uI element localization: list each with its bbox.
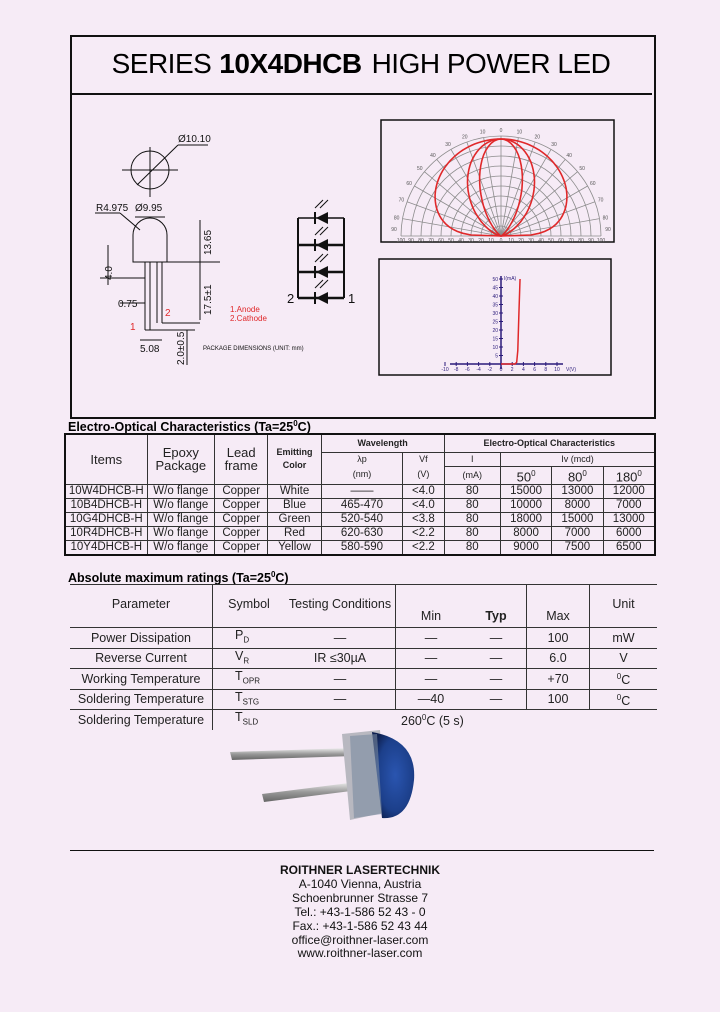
table-cell: 10R4DHCB-H [65,526,147,540]
eo-title-end: C) [297,420,311,435]
x-tick-label: -8 [453,367,459,373]
header-lead: Lead frame [215,434,268,484]
typ-cell: — [466,628,527,649]
angle-tick-label: 80 [393,215,400,222]
table-cell: 10000 [500,498,551,512]
unit-cell [590,648,658,669]
x-tick-label: 6 [533,367,536,373]
dim-flange: 4.0 [104,266,115,280]
table-row [65,498,655,512]
table-cell: W/o flange [147,484,214,498]
header-wavelength: Wavelength [321,434,444,452]
symbol-sub: D [243,635,250,645]
unit-cell: $^0$C [590,689,658,710]
y-tick-label: 10 [492,345,498,351]
table-row [65,526,655,540]
max-cell: 100 [527,689,590,710]
header-eoc: Electro-Optical Characteristics [444,434,655,452]
symbol-sub: SLD [242,717,259,727]
x-tick-label: 90 [588,238,594,243]
table-cell: Copper [215,526,268,540]
x-tick-label: 30 [528,238,534,243]
sld-sup: 0 [421,713,427,723]
table-cell: 7000 [603,498,655,512]
table-row [70,648,657,669]
angle-tick-label: 20 [461,134,468,141]
table-cell: 80 [444,512,500,526]
table-cell: 10B4DHCB-H [65,498,147,512]
table-cell: 15000 [552,512,603,526]
param-cell: Reverse Current [70,648,213,669]
angle-tick-label: 60 [406,181,412,187]
radiation-pattern-chart [380,119,615,243]
schematic-pin-1: 1 [348,291,356,306]
light-emission-icon [315,254,328,262]
x-tick-label: 20 [478,238,484,243]
table-cell: 520-540 [321,512,403,526]
table-row [65,484,655,498]
y-tick-label: 5 [495,353,498,360]
conditions-cell: — [285,689,396,710]
x-tick-label: 10 [488,238,494,243]
min-cell: — [396,648,467,669]
unit-sup: 0 [616,692,622,702]
conditions-cell: — [285,669,396,690]
table-cell: 580-590 [321,540,403,555]
unit-cell: $^0$C [590,669,658,690]
schematic-pin-2: 2 [287,291,295,306]
angle-tick-label: 20 [534,134,541,141]
table-cell: Copper [215,540,268,555]
min-cell: —40 [396,689,467,710]
table-cell: 13000 [603,512,655,526]
company-footer [200,864,520,961]
table-cell: Yellow [268,540,321,555]
x-tick-label: 50 [548,238,554,243]
table-cell: 8000 [552,498,603,512]
x-tick-label: 100 [596,238,606,243]
table-cell: <3.8 [403,512,444,526]
angle-tick-label: 40 [566,152,572,159]
table-cell: <2.2 [403,526,444,540]
header-color: Emitting Color [268,434,321,484]
website-link[interactable]: www.roithner-laser.com [297,946,423,961]
y-tick-label: 50 [492,277,498,283]
table-cell: White [268,484,321,498]
absolute-max-ratings-table [70,584,657,730]
header-v: (V) [403,466,444,484]
dim-height: 13.65 [203,229,214,255]
x-tick-label: 10 [508,238,514,243]
sld-value: 260 [401,714,422,729]
conditions-cell: IR ≤30µA [285,648,396,669]
email-link[interactable]: office@roithner-laser.com [291,932,429,947]
deg-sup: 0 [531,468,536,478]
angle-tick-label: 60 [590,181,596,187]
x-tick-label: 60 [438,238,444,243]
x-tick-label: 4 [522,367,525,373]
y-tick-label: 40 [492,294,498,300]
unit-cell: mW [612,630,635,645]
angle-tick-label: 90 [605,227,611,233]
unit-sup: 0 [616,672,622,682]
x-tick-label: -10 [441,367,449,373]
table-cell: W/o flange [147,498,214,512]
header-lp: λp [321,452,403,466]
table-cell: 80 [444,498,500,512]
header-parameter: Parameter [70,585,213,628]
table-cell: 10Y4DHCB-H [65,540,147,555]
x-tick-label: 90 [408,238,414,243]
symbol-cell: V [235,648,244,663]
x-tick-label: 50 [448,238,454,243]
title-prefix: SERIES [111,48,212,79]
table-cell: 7500 [552,540,603,555]
table-cell: 620-630 [321,526,403,540]
table-cell: 7000 [552,526,603,540]
led-photo [222,722,422,828]
fax: Fax.: +43-1-586 52 43 44 [292,918,428,933]
x-axis-label: V(V) [566,367,576,373]
sld-value-end: C (5 s) [426,714,464,729]
table-cell: 465-470 [321,498,403,512]
x-tick-label: 2 [510,367,514,373]
x-tick-label: -6 [465,367,470,373]
table-cell: <4.0 [403,498,444,512]
angle-tick-label: 50 [417,165,423,172]
address-city: A-1040 Vienna, Austria [298,876,422,891]
light-emission-icon [315,200,328,208]
table-cell: W/o flange [147,526,214,540]
header-180deg: 180 [615,469,638,485]
max-cell: 6.0 [527,648,590,669]
header-unit: Unit [590,585,658,628]
table-row [65,540,655,555]
dim-outer-diameter: Ø10.10 [178,134,211,145]
angle-tick-label: 10 [479,129,486,136]
table-cell: W/o flange [147,540,214,555]
diode-icon [316,266,328,278]
eo-table-title [68,419,311,434]
table-cell: Copper [215,484,268,498]
header-min: Min [396,585,467,628]
am-title-sup: 0 [270,570,276,579]
y-tick-label: 30 [492,311,498,317]
light-emission-icon [315,227,328,235]
led-schematic [298,200,344,304]
light-emission-icon [315,280,328,288]
table-cell: 80 [444,484,500,498]
symbol-cell: P [235,628,244,642]
address-street: Schoenbrunner Strasse 7 [291,890,429,905]
table-cell: Green [268,512,321,526]
angle-tick-label: 30 [445,142,451,149]
symbol-cell: T [235,669,243,683]
eo-title-sup: 0 [293,419,298,428]
header-typ: Typ [466,585,527,628]
dim-lead-length: 17.5±1 [203,284,214,315]
x-tick-label: -4 [476,367,481,373]
x-tick-label: 70 [568,238,574,243]
iv-curve [501,279,520,364]
x-tick-label: 0 [499,238,503,243]
diode-icon [316,212,328,224]
am-table-title [68,570,289,585]
package-drawing [90,125,370,365]
drawing-note: PACKAGE DIMENSIONS (UNIT: mm) [203,346,304,352]
x-tick-label: 60 [558,238,564,243]
table-row [70,669,657,690]
dim-lead-width: 0.75 [118,299,138,310]
phone: Tel.: +43-1-586 52 43 - 0 [294,904,426,919]
symbol-cell: T [235,710,243,724]
dim-offset: 2.0±0.5 [176,331,187,365]
angle-tick-label: 0 [499,128,503,134]
am-title-text: Absolute maximum ratings (Ta=25 [68,571,271,586]
table-cell: 15000 [500,484,551,498]
x-tick-label: 80 [578,238,584,243]
angle-tick-label: 70 [597,197,604,204]
table-cell: —— [321,484,403,498]
table-cell: 18000 [500,512,551,526]
x-tick-label: 10 [554,367,560,373]
table-cell: Blue [268,498,321,512]
symbol-cell: T [235,689,243,704]
table-cell: 9000 [500,540,551,555]
y-tick-label: 25 [492,319,498,326]
header-nm: (nm) [321,466,403,484]
page-title [70,35,652,95]
x-tick-label: 30 [468,238,474,243]
table-cell: 13000 [552,484,603,498]
header-epoxy: Epoxy Package [147,434,214,484]
header-conditions: Testing Conditions [285,585,396,628]
max-cell: 100 [527,628,590,649]
diode-icon [316,239,328,251]
angle-tick-label: 70 [398,197,405,204]
table-row [70,689,657,710]
table-cell: 10W4DHCB-H [65,484,147,498]
header-ma: (mA) [444,466,500,484]
diode-icon [316,292,328,304]
title-suffix: HIGH POWER LED [371,48,611,79]
table-cell: Red [268,526,321,540]
deg-sup: 0 [637,468,642,478]
x-tick-label: 40 [458,238,464,243]
table-cell: 6500 [603,540,655,555]
x-tick-label: 100 [396,238,406,243]
pin-2-label: 2 [165,308,171,319]
param-cell: Soldering Temperature [77,712,205,727]
header-i: I [444,452,500,466]
min-cell: — [396,628,467,649]
unit-cell [590,628,658,649]
table-cell: 6000 [603,526,655,540]
table-cell: 80 [444,540,500,555]
y-tick-label: 45 [492,285,498,292]
table-cell: 10G4DHCB-H [65,512,147,526]
pin-1-label: 1 [130,322,136,333]
legend-cathode: 2.Cathode [230,314,267,323]
x-tick-label: 80 [418,238,424,243]
dim-lens-diameter: Ø9.95 [135,203,163,214]
angle-tick-label: 50 [579,165,585,172]
angle-tick-label: 90 [391,227,397,233]
x-tick-label: 40 [538,238,544,243]
symbol-sub: R [243,656,250,665]
symbol-sub: STG [242,697,260,706]
param-cell: Power Dissipation [70,628,213,649]
electro-optical-table [64,433,656,556]
symbol-sub: OPR [242,676,260,686]
company-name: ROITHNER LASERTECHNIK [279,863,440,877]
table-cell: Copper [215,498,268,512]
x-tick-label: 70 [428,238,434,243]
title-model: 10X4DHCB [219,48,362,79]
header-symbol: Symbol [213,585,286,628]
header-80deg: 80 [567,469,583,485]
iv-curve-chart [378,258,612,376]
table-cell: 12000 [603,484,655,498]
typ-cell: — [466,669,527,690]
x-tick-label: 0 [499,367,503,373]
x-tick-label: -2 [487,367,493,373]
param-cell: Working Temperature [70,669,213,690]
table-cell: <4.0 [403,484,444,498]
dim-radius: R4.975 [96,203,129,214]
y-tick-label: 15 [492,336,498,343]
y-axis-label: I(mA) [504,276,517,282]
y-tick-label: 20 [492,328,498,334]
param-cell: Soldering Temperature [70,689,213,710]
table-cell: <2.2 [403,540,444,555]
angle-tick-label: 40 [430,152,436,159]
table-row [65,512,655,526]
conditions-cell: — [285,628,396,649]
unit-cell: V [619,651,628,666]
angle-tick-label: 80 [602,215,609,222]
header-vf: Vf [403,452,444,466]
y-tick-label: 35 [492,302,498,309]
header-max: Max [527,585,590,628]
deg-sup: 0 [582,468,587,478]
x-tick-label: 20 [518,238,524,243]
x-tick-label: 8 [544,367,548,373]
table-cell: W/o flange [147,512,214,526]
angle-tick-label: 10 [516,129,523,136]
dim-lead-pitch: 5.08 [140,344,160,355]
header-iv: Iv (mcd) [500,452,655,466]
legend-anode: 1.Anode [230,305,260,314]
angle-tick-label: 30 [551,142,557,149]
eo-title-text: Electro-Optical Characteristics (Ta=25 [68,420,294,435]
header-50deg: 50 [516,469,532,485]
max-cell: +70 [527,669,590,690]
table-cell: 80 [444,526,500,540]
table-cell: Copper [215,512,268,526]
footer-divider [70,850,654,851]
am-title-end: C) [275,571,289,586]
typ-cell: — [466,689,527,710]
table-row [70,628,657,649]
table-cell: 8000 [500,526,551,540]
typ-cell: — [466,648,527,669]
min-cell: — [396,669,467,690]
header-items: Items [65,434,147,484]
